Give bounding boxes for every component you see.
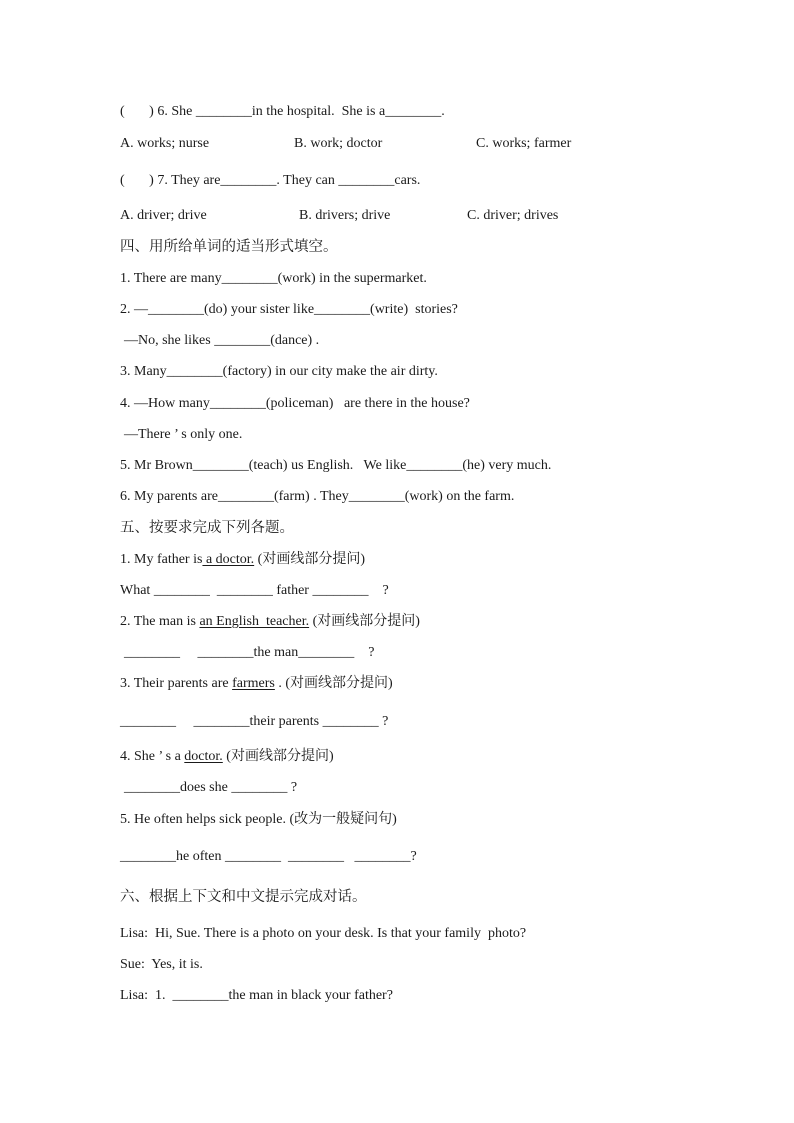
- q4-text: 4. She ’ s a: [120, 749, 185, 764]
- q3-underlined: farmers: [232, 676, 275, 691]
- section-5-q1-answer: What ________ ________ father ________ ?: [120, 583, 389, 598]
- q4-instruction: (对画线部分提问): [222, 749, 334, 764]
- question-6-option-b: B. work; doctor: [294, 136, 383, 151]
- question-6-option-c: C. works; farmer: [476, 136, 572, 151]
- section-5-q3-answer: ________ ________their parents ________ ?: [120, 714, 389, 729]
- question-6-option-a: A. works; nurse: [120, 136, 210, 151]
- section-5-q5: 5. He often helps sick people. (改为一般疑问句): [120, 812, 397, 827]
- section-4-line: —There ’ s only one.: [124, 427, 243, 442]
- question-6-stem: ( ) 6. She ________in the hospital. She is a________.: [120, 104, 445, 119]
- q4-underlined: doctor.: [184, 749, 223, 764]
- section-6-heading: 六、根据上下文和中文提示完成对话。: [120, 889, 367, 905]
- section-5-q2-answer: ________ ________the man________ ?: [124, 645, 375, 660]
- section-4-line: 6. My parents are________(farm) . They________(work) on the farm.: [120, 489, 515, 504]
- q3-instruction: . (对画线部分提问): [274, 676, 393, 691]
- section-5-q4-answer: ________does she ________ ?: [124, 780, 298, 795]
- question-7-option-c: C. driver; drives: [467, 208, 559, 223]
- question-7-stem: ( ) 7. They are________. They can ________cars.: [120, 173, 421, 188]
- section-5-heading: 五、按要求完成下列各题。: [120, 520, 294, 536]
- section-5-q4: [120, 748, 734, 766]
- dialogue-line: Lisa: 1. ________the man in black your father?: [120, 988, 393, 1003]
- section-4-line: 5. Mr Brown________(teach) us English. We like________(he) very much.: [120, 458, 552, 473]
- section-5-q5-answer: ________he often ________ ________ ________?: [120, 849, 417, 864]
- section-4-line: 3. Many________(factory) in our city make the air dirty.: [120, 364, 438, 379]
- dialogue-line: Sue: Yes, it is.: [120, 957, 203, 972]
- section-4-line: 1. There are many________(work) in the supermarket.: [120, 271, 427, 286]
- section-4-line: 2. —________(do) your sister like________(write) stories?: [120, 302, 458, 317]
- q3-text: 3. Their parents are: [120, 676, 233, 691]
- q1-instruction: (对画线部分提问): [254, 552, 365, 567]
- section-5-q1: [120, 551, 734, 569]
- q2-underlined: an English teacher.: [199, 614, 310, 629]
- section-5-q3: [120, 675, 734, 693]
- question-7-option-b: B. drivers; drive: [299, 208, 391, 223]
- q1-underlined: a doctor.: [202, 552, 255, 567]
- q2-instruction: (对画线部分提问): [309, 614, 420, 629]
- section-5-q2: [120, 613, 734, 631]
- dialogue-line: Lisa: Hi, Sue. There is a photo on your desk. Is that your family photo?: [120, 926, 527, 941]
- q1-text: 1. My father is: [120, 552, 203, 567]
- section-4-line: —No, she likes ________(dance) .: [124, 333, 320, 348]
- q2-text: 2. The man is: [120, 614, 200, 629]
- question-7-option-a: A. driver; drive: [120, 208, 207, 223]
- section-4-line: 4. —How many________(policeman) are there in the house?: [120, 396, 470, 411]
- section-4-heading: 四、用所给单词的适当形式填空。: [120, 239, 338, 255]
